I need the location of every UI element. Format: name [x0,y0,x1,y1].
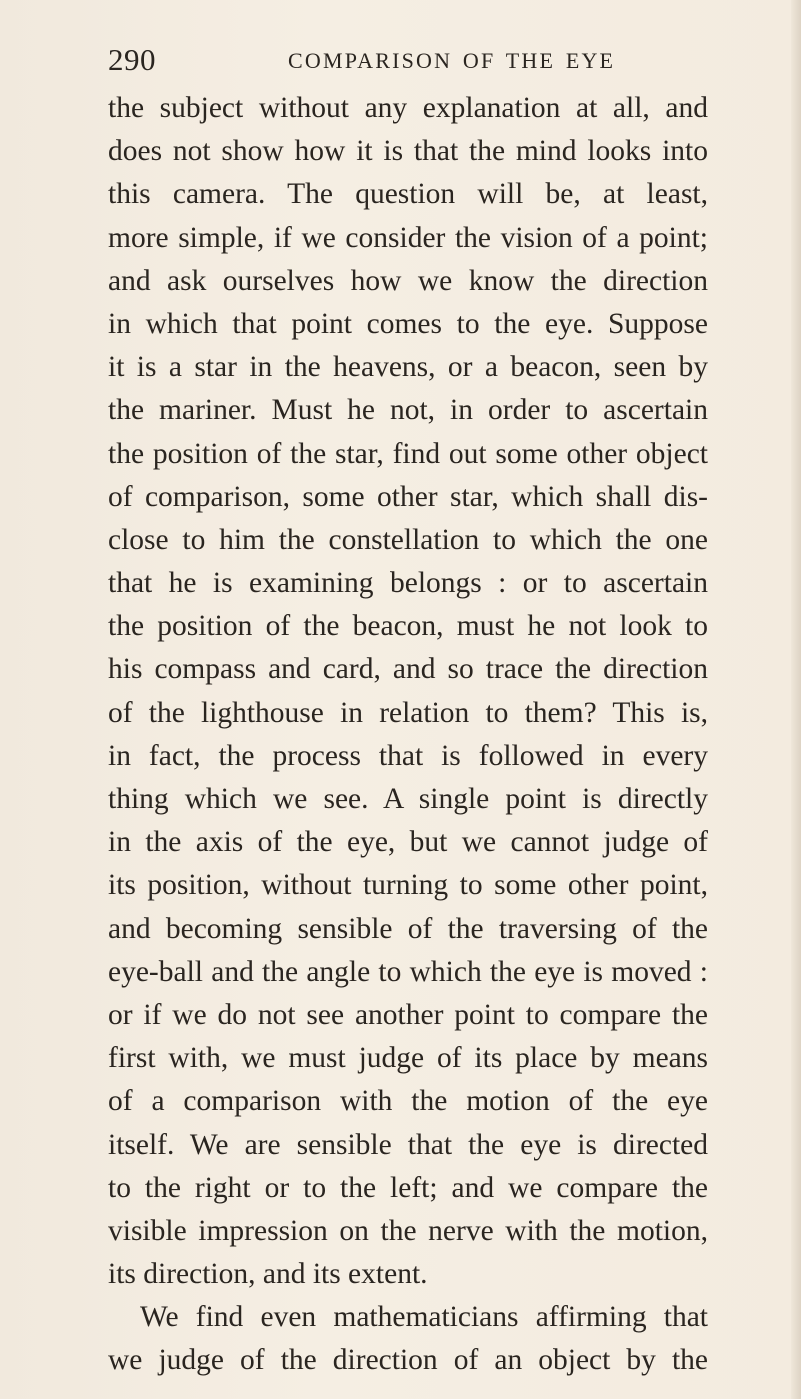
text-line: thing which we see. A single point is directly [108,783,708,815]
text-line: it is a star in the heavens, or a beacon, seen by [108,351,708,384]
text-line: in fact, the process that is followed in every [108,739,708,772]
text-line: more simple, if we consider the vision of a point; [108,221,708,254]
text-line: of the lighthouse in relation to them? This is, [108,696,708,729]
page-number: 290 [108,42,156,77]
text-line: and becoming sensible of the traversing of the [108,912,708,945]
text-line: in the axis of the eye, but we cannot judge of [108,826,708,859]
text-line: the position of the beacon, must he not look to [108,610,708,643]
text-line: we judge of the direction of an object by the [108,1344,708,1377]
text-line: its direction, and its extent. [108,1258,428,1291]
text-line: does not show how it is that the mind looks into [108,135,708,168]
text-line: the position of the star, find out some other object [108,437,708,470]
text-line: itself. We are sensible that the eye is directed [108,1128,708,1161]
text-line: this camera. The question will be, at least, [108,178,708,211]
text-line: that he is examining belongs : or to ascertain [108,567,708,600]
text-line: We find even mathematicians affirming that [140,1301,708,1334]
text-line: his compass and card, and so trace the direction [108,653,708,686]
text-line: first with, we must judge of its place by means [108,1042,708,1075]
running-head: COMPARISON OF THE EYE [288,48,616,73]
text-line: of a comparison with the motion of the eye [108,1085,708,1118]
text-line: to the right or to the left; and we compare the [108,1171,708,1204]
text-line: in which that point comes to the eye. Suppose [108,307,708,340]
text-line: of comparison, some other star, which shall dis- [108,480,708,513]
page-edge [791,0,801,1399]
text-line: eye-ball and the angle to which the eye is moved : [108,955,708,988]
body-text [108,87,708,1383]
text-line: the mariner. Must he not, in order to ascertain [108,394,708,427]
text-line: close to him the constellation to which the one [108,523,708,556]
text-line: visible impression on the nerve with the motion, [108,1214,708,1247]
page-header [108,42,708,82]
text-line: its position, without turning to some other point, [108,869,708,902]
text-line: the subject without any explanation at all, and [108,92,708,124]
text-line: and ask ourselves how we know the direction [108,264,708,297]
text-line: or if we do not see another point to compare the [108,998,708,1031]
